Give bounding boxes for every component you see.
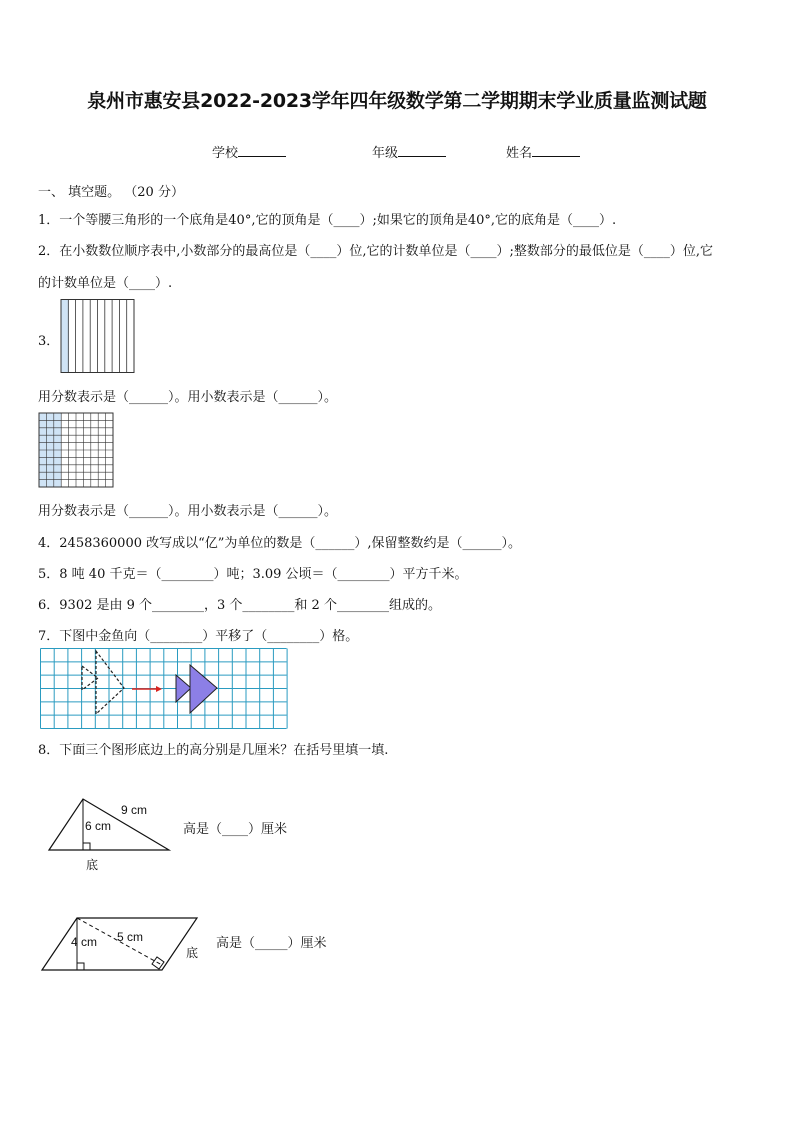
school-label: 学校 (212, 146, 239, 161)
triangle-height-label: 6 cm (85, 819, 112, 833)
shaded-strip (61, 300, 69, 373)
move-arrow-head (156, 686, 162, 692)
question-3-answer-b: 用分数表示是（______）。用小数表示是（______）。 (38, 504, 338, 519)
original-fish-body (96, 651, 124, 714)
question-2-line-2: 的计数单位是（____）. (38, 276, 173, 291)
tenths-strip-figure (60, 299, 136, 373)
section-heading: 一、 填空题。 （20 分） (38, 185, 184, 200)
parallelogram-answer: 高是（_____）厘米 (216, 936, 327, 951)
parallelogram-height-label: 4 cm (71, 935, 98, 949)
triangle-answer: 高是（____）厘米 (183, 822, 288, 837)
question-7: 7．下图中金鱼向（________）平移了（________）格。 (38, 629, 359, 644)
question-4: 4．2458360000 改写成以“亿”为单位的数是（______）,保留整数约是（______）。 (38, 536, 522, 551)
triangle-side-label: 9 cm (121, 803, 148, 817)
moved-fish-tail (176, 675, 191, 702)
fish-translation-grid (40, 648, 286, 730)
parallelogram-side-label: 5 cm (117, 930, 144, 944)
question-5: 5．8 吨 40 千克＝（________）吨；3.09 公顷＝（________）平方千米。 (38, 567, 468, 582)
school-blank[interactable] (238, 142, 286, 157)
grade-label: 年级 (372, 146, 399, 161)
parallelogram-shape (42, 918, 197, 970)
question-3-number: 3． (38, 334, 60, 349)
school-field[interactable] (212, 142, 286, 161)
right-angle-mark-bottom (77, 963, 84, 970)
triangle-base-label: 底 (86, 858, 99, 872)
question-3-answer-a: 用分数表示是（______）。用小数表示是（______）。 (38, 390, 338, 405)
page-title: 泉州市惠安县2022-2023学年四年级数学第二学期期末学业质量监测试题 (87, 90, 707, 112)
parallelogram-figure (40, 916, 200, 974)
question-6: 6．9302 是由 9 个________，3 个________和 2 个________组成的。 (38, 598, 441, 613)
name-blank[interactable] (532, 142, 580, 157)
grade-field[interactable] (372, 142, 446, 161)
question-2-line-1: 2．在小数数位顺序表中,小数部分的最高位是（____）位,它的计数单位是（____）;整数部分的最低位是（____）位,它 (38, 244, 714, 259)
right-angle-mark (83, 843, 90, 850)
question-1: 1．一个等腰三角形的一个底角是40°,它的顶角是（____）;如果它的顶角是40°,它的底角是（____）. (38, 213, 617, 228)
hundredths-grid-figure (38, 412, 114, 488)
parallelogram-base-label: 底 (186, 946, 199, 960)
question-8: 8．下面三个图形底边上的高分别是几厘米？在括号里填一填. (38, 743, 389, 758)
grade-blank[interactable] (398, 142, 446, 157)
name-field[interactable] (506, 142, 580, 161)
name-label: 姓名 (506, 146, 533, 161)
moved-fish-body (190, 665, 217, 713)
